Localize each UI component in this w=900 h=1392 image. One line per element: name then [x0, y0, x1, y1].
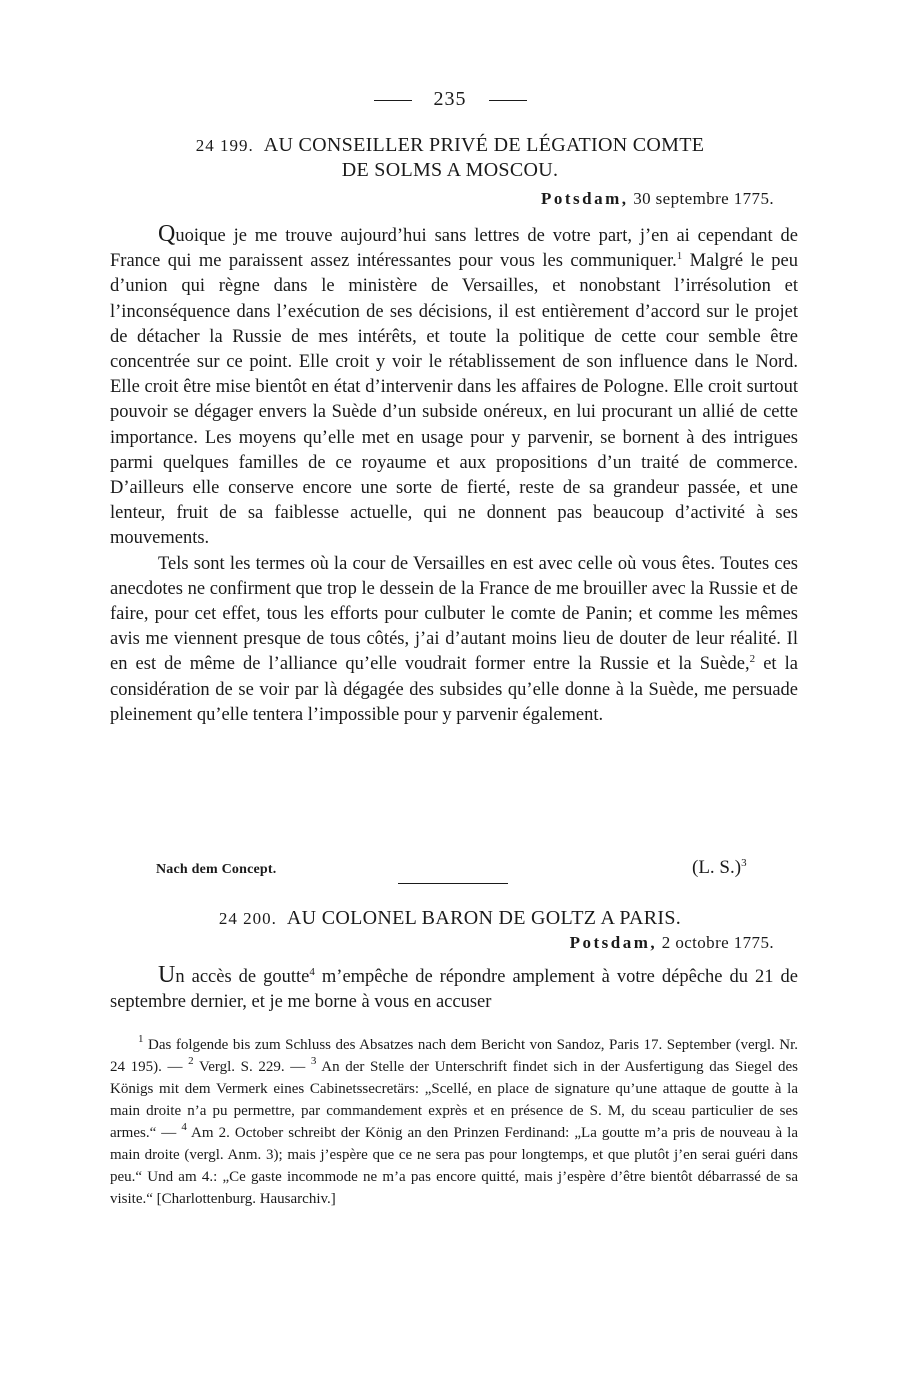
footnote-text: Das folgende bis zum Schluss des Absatzes nach dem Bericht von Sandoz, Paris 17. September (vergl. Nr. 24 195). — — [110, 1037, 798, 1075]
paragraph-text: Quoique je me trouve aujourd’hui sans lettres de votre part, j’en ai cependant de France qui me paraissent assez intéressantes pour vous les communiquer. — [110, 221, 798, 272]
dateline-date: 30 septembre 1775. — [633, 189, 774, 208]
letter-heading-line1: AU CONSEILLER PRIVÉ DE LÉGATION COMTE — [263, 134, 705, 156]
letter-body — [110, 963, 798, 1015]
footnote-ref: 4 — [309, 966, 315, 978]
letter-heading-line2: DE SOLMS A MOSCOU. — [341, 159, 559, 181]
footnote-mark: 4 — [181, 1121, 187, 1133]
header-rule-left — [374, 100, 412, 101]
dateline-place: Potsdam, — [569, 933, 658, 952]
seal-text: (L. S.) — [692, 857, 742, 878]
footnote-ref: 1 — [676, 250, 683, 263]
footnote-mark: 3 — [310, 1055, 317, 1067]
letter-number: 24 200. — [218, 909, 277, 928]
header-rule-right — [489, 100, 527, 101]
letter-number: 24 199. — [195, 136, 254, 155]
footnotes — [110, 1034, 798, 1210]
page-header — [0, 88, 900, 111]
letter-heading-line1: AU COLONEL BARON DE GOLTZ A PARIS. — [286, 907, 682, 929]
footnote-mark: 1 — [138, 1033, 144, 1045]
letter-body — [110, 222, 798, 728]
footnote-mark: 2 — [188, 1055, 194, 1067]
footnote-block — [110, 1034, 798, 1210]
source-note: Nach dem Concept. — [156, 862, 277, 877]
paragraph-text: Un accès de goutte — [158, 962, 310, 988]
footnote-text: Vergl. S. 229. — — [193, 1059, 311, 1075]
section-divider — [398, 883, 508, 884]
footnote-ref: 3 — [741, 857, 747, 869]
dateline-date: 2 octobre 1775. — [661, 933, 774, 952]
dateline-place: Potsdam, — [541, 189, 629, 208]
seal-mark — [692, 857, 747, 879]
letter-dateline — [541, 189, 774, 209]
letter-dateline — [570, 933, 774, 953]
footnote-ref: 2 — [749, 653, 756, 666]
letter-paragraph — [110, 552, 798, 728]
page-number: 235 — [433, 88, 467, 110]
footnote-text: Am 2. October schreibt der König an den Prinzen Ferdinand: „La goutte m’a pris de nouveau à la main droite (vergl. Anm. 3); mais j’espère que ce ne sera pas pour longtemps, et que plutôt j’en serai guéri dans peu.“ Und am 4.: „Ce gaste incommode ne m’a pas encore quitté, mais j’espère d’être bientôt débarrassé de sa visite.“ [Charlottenburg. Hausarchiv.] — [110, 1125, 798, 1207]
paragraph-text: m’empêche de répondre amplement à votre dépêche du 21 de septembre dernier, et je me borne à vous en accuser — [110, 967, 798, 1013]
letter-heading — [110, 906, 790, 931]
footnote-text: An der Stelle der Unterschrift findet sich in der Ausfertigung das Siegel des Königs mit dem Vermerk eines Cabinetssecretärs: „Scellé, en place de signature qu’une attaque de goutte à la main droite n’a pu permettre, par commandement exprès et en présence de S. M, du sceau particulier de ses armes.“ — — [110, 1059, 798, 1141]
letter-heading — [110, 133, 790, 183]
paragraph-text: Malgré le peu d’union qui règne dans le ministère de Versailles, et nonobstant l’irrésolution et l’inconséquence dans l’exécution de ses décisions, il est entièrement d’accord sur le projet de détacher la Russie de mes intérêts, et toute la politique de cette cour semble être concentrée sur ce point. Elle croit y voir le rétablissement de son influence dans le Nord. Elle croit être mise bientôt en état d’intervenir dans les affaires de Pologne. Elle croit surtout pouvoir se dégager envers la Suède d’un subside onéreux, en lui procurant un allié de cette importance. Les moyens qu’elle met en usage pour y parvenir, se bornent à des intrigues parmi quelques familles de ce royaume et aux propositions d’un traité de commerce. D’ailleurs elle conserve encore une sorte de fierté, reste de sa grandeur passée, et une lenteur, fruit de sa faiblesse actuelle, qui ne donnent pas beaucoup d’activité à ses mouvements. — [110, 251, 798, 549]
paragraph-text: et la considération de se voir par là dégagée des subsides qu’elle donne à la Suède, me persuade pleinement qu’elle tentera l’impossible pour y parvenir également. — [110, 654, 798, 725]
letter-paragraph — [110, 222, 798, 552]
paragraph-text: Tels sont les termes où la cour de Versailles en est avec celle où vous êtes. Toutes ces anecdotes ne confirment que trop le dessein de la France de me brouiller avec la Russie et de faire, pour cet effet, tous les efforts pour culbuter le comte de Panin; et comme les mêmes avis me viennent presque de tous côtés, j’ai d’autant moins lieu de douter de leur réalité. Il en est de même de l’alliance qu’elle voudrait former entre la Russie et la Suède, — [110, 553, 798, 675]
letter-paragraph — [110, 963, 798, 1015]
